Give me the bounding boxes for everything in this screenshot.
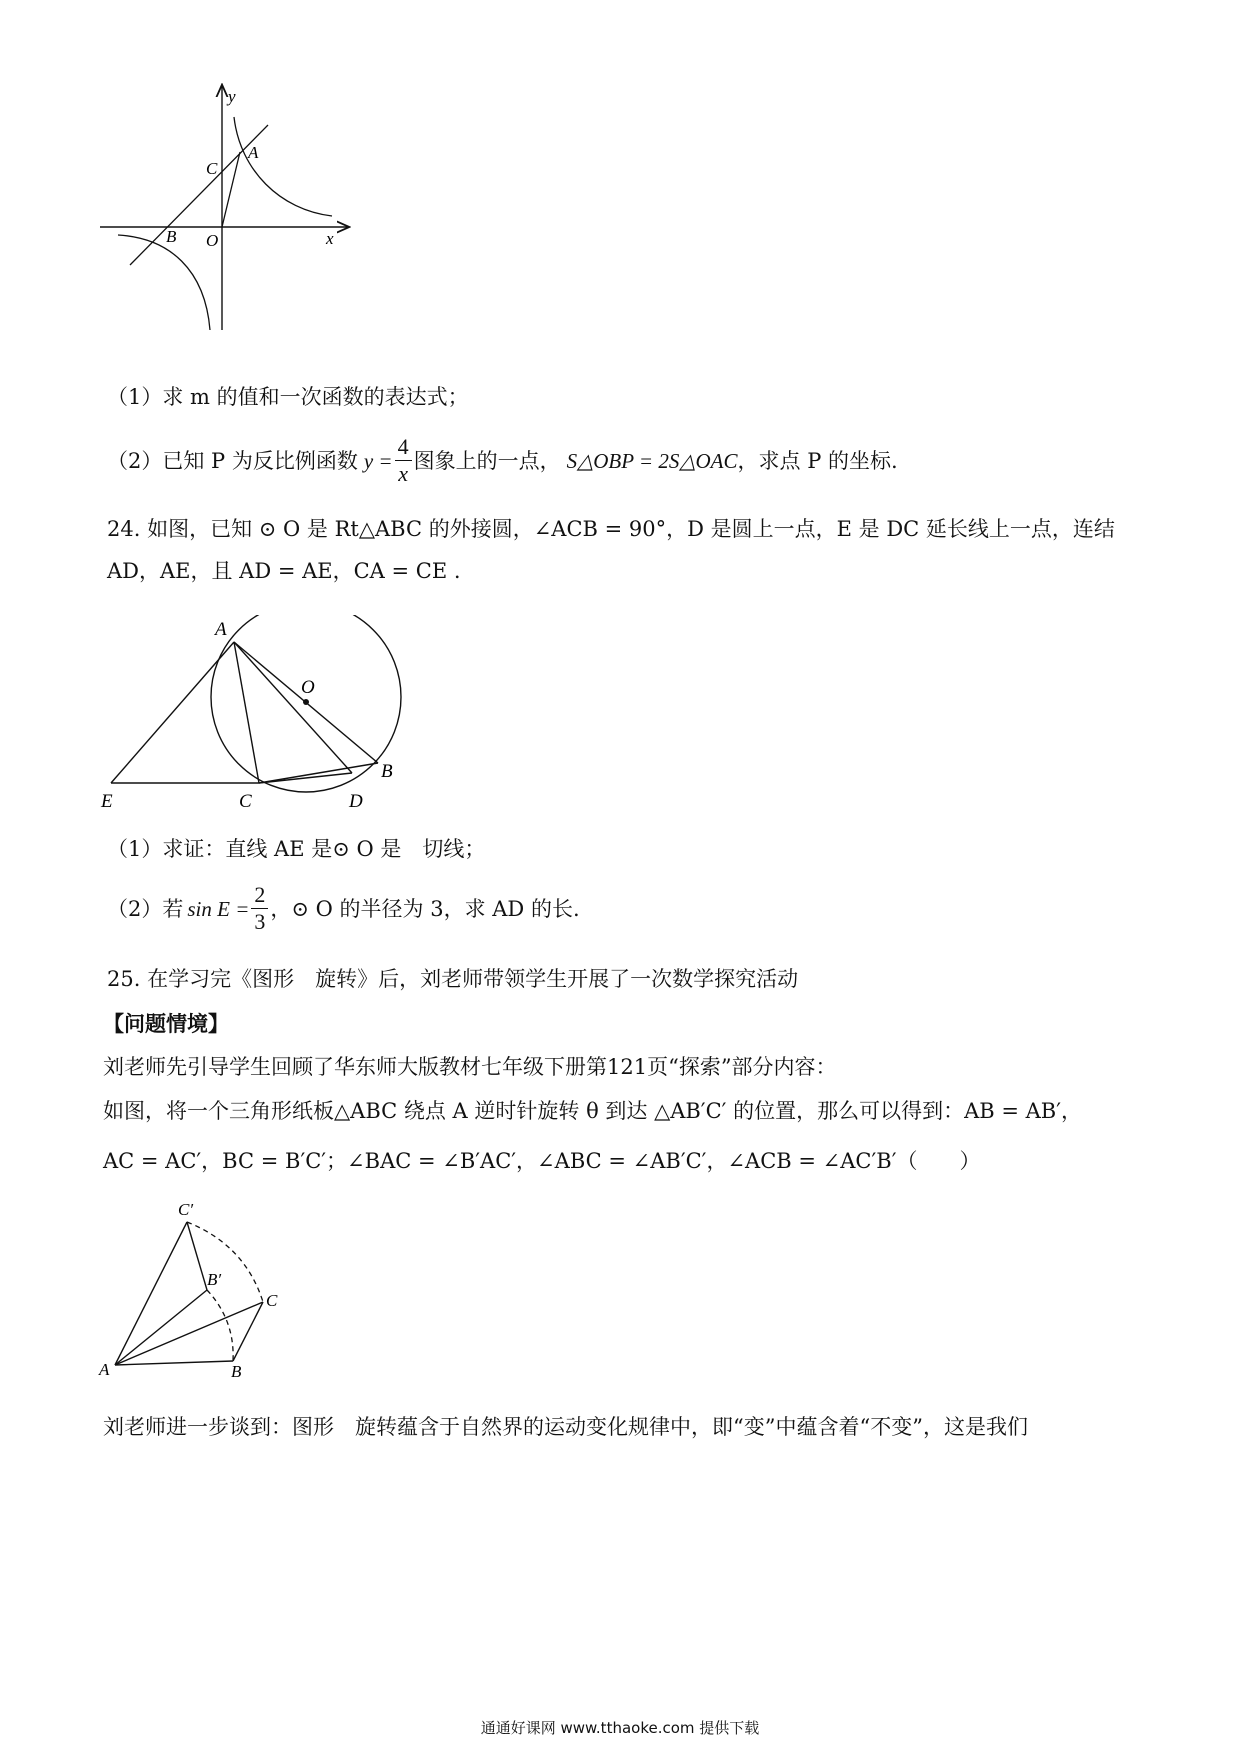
- q25-line1: 25. 在学习完《图形 旋转》后，刘老师带领学生开展了一次数学探究活动: [107, 967, 799, 991]
- label-B: B: [166, 227, 177, 246]
- label-A: A: [99, 1360, 110, 1379]
- segment-AC: [234, 642, 259, 783]
- q23-fraction-numerator: 4: [395, 434, 412, 461]
- q25-line3: 如图，将一个三角形纸板△ABC 绕点 A 逆时针旋转 θ 到达 △AB′C′ 的位置，那么可以得到：AB = AB′，: [103, 1099, 1082, 1123]
- page-footer: 通通好课网 www.tthaoke.com 提供下载: [480, 1719, 760, 1737]
- q24-fraction: [251, 882, 268, 935]
- q23-part1: （1）求 m 的值和一次函数的表达式；: [107, 385, 469, 409]
- hyperbola-branch-q1: [234, 117, 332, 216]
- q23-part2-eq: y =: [363, 448, 393, 473]
- segment-AD: [234, 642, 352, 773]
- label-y: y: [228, 87, 236, 106]
- q24-line2: AD，AE，且 AD = AE，CA = CE .: [107, 559, 461, 583]
- segment-C-prime-B-prime: [187, 1222, 207, 1290]
- segment-EA: [111, 642, 234, 783]
- q24-part2-text-a: （2）若: [107, 896, 184, 921]
- q24-line1: 24. 如图，已知 ⊙ O 是 Rt△ABC 的外接圆，∠ACB = 90°，D 是圆上一点，E 是 DC 延长线上一点，连结: [107, 517, 1115, 541]
- segment-BC: [233, 1302, 263, 1361]
- figure-rotation: [95, 1195, 305, 1385]
- label-A: A: [248, 143, 259, 162]
- q25-heading: 【问题情境】: [103, 1011, 229, 1036]
- label-B-prime: B′: [207, 1270, 222, 1289]
- hyperbola-branch-q3: [118, 235, 210, 330]
- q24-fraction-numerator: 2: [251, 882, 268, 909]
- label-C-prime: C′: [178, 1200, 194, 1219]
- label-E: E: [101, 791, 113, 812]
- q25-line5: 刘老师进一步谈到：图形 旋转蕴含于自然界的运动变化规律中，即“变”中蕴含着“不变”，这是我们: [103, 1415, 1028, 1439]
- label-B: B: [231, 1362, 242, 1381]
- q23-part2-text-c: ，求点 P 的坐标.: [737, 448, 898, 473]
- label-O: O: [206, 231, 219, 250]
- label-C: C: [206, 159, 218, 178]
- arc-B-to-B-prime: [207, 1290, 233, 1361]
- q24-sin-expression: sin E =: [187, 896, 250, 921]
- figure-hyperbola: [100, 80, 370, 340]
- segment-AC: [115, 1302, 263, 1365]
- segment-AB: [115, 1361, 233, 1365]
- label-B: B: [381, 761, 393, 782]
- label-O: O: [301, 677, 315, 698]
- q24-part2-text-b: ，⊙ O 的半径为 3，求 AD 的长.: [270, 896, 580, 921]
- label-D: D: [349, 791, 363, 812]
- figure-circle: [95, 615, 415, 815]
- q24-part2: [107, 882, 580, 935]
- q25-line4: AC = AC′，BC = B′C′；∠BAC = ∠B′AC′，∠ABC = ∠AB′C′，∠ACB = ∠AC′B′（ ）: [103, 1149, 981, 1173]
- segment-AB-prime: [115, 1290, 207, 1365]
- q23-part2-text-b: 图象上的一点，: [413, 448, 561, 473]
- segment-CB: [259, 763, 378, 783]
- q25-line2: 刘老师先引导学生回顾了华东师大版教材七年级下册第121页“探索”部分内容：: [103, 1055, 837, 1079]
- label-C: C: [239, 791, 252, 812]
- q24-part1: （1）求证：直线 AE 是⊙ O 是 切线；: [107, 837, 486, 861]
- q23-fraction: [395, 434, 412, 487]
- q23-area-equation: S△OBP = 2S△OAC: [566, 448, 738, 473]
- q24-fraction-denominator: 3: [254, 909, 266, 934]
- q23-fraction-denominator: x: [398, 461, 408, 486]
- label-C: C: [266, 1291, 278, 1310]
- q23-part2-text-a: （2）已知 P 为反比例函数: [107, 448, 358, 473]
- q23-part2: [107, 434, 898, 487]
- label-A: A: [215, 619, 227, 640]
- segment-AC-prime: [115, 1222, 187, 1365]
- center-point-O: [303, 699, 309, 705]
- label-x: x: [326, 229, 334, 248]
